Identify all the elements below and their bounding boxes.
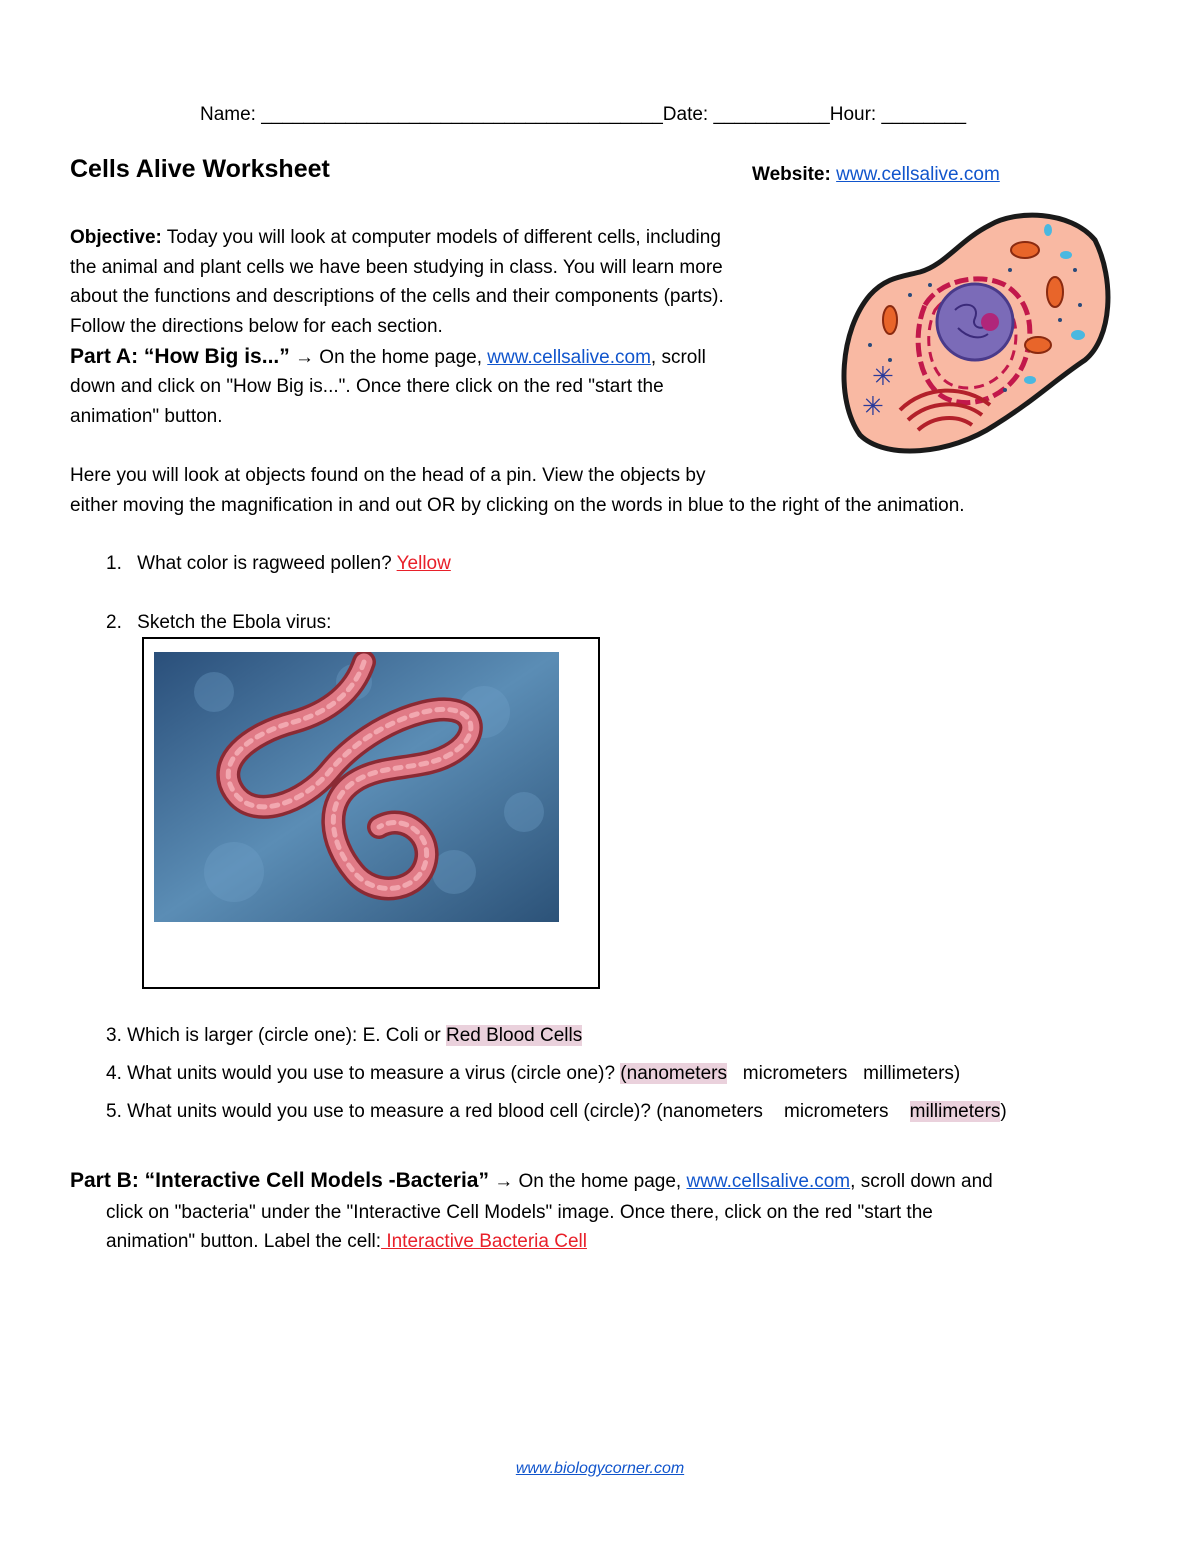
question-3-answer[interactable]: Red Blood Cells	[446, 1025, 583, 1046]
name-date-hour-row	[200, 104, 966, 126]
part-a-label: Part A: “How Big is...”	[70, 345, 290, 368]
part-a-arrow-text: → On the home page,	[289, 347, 488, 368]
date-blank[interactable]: ___________	[713, 104, 830, 125]
question-5-answer[interactable]: millimeters	[909, 1101, 1001, 1122]
website-row	[752, 164, 1000, 186]
objective-label: Objective:	[70, 227, 162, 248]
question-1-text: What color is ragweed pollen?	[137, 553, 397, 574]
question-5-rest: )	[1000, 1101, 1007, 1122]
animal-cell-illustration	[830, 210, 1112, 460]
website-label: Website:	[752, 164, 831, 185]
website-link[interactable]: www.cellsalive.com	[836, 164, 1000, 185]
question-5-text: 5. What units would you use to measure a red blood cell (circle)? (nanometers micrometers	[106, 1101, 910, 1122]
question-1-number: 1.	[106, 553, 122, 574]
objective-text-1: Today you will look at computer models of different cells, including	[161, 227, 721, 248]
part-a-line-1	[70, 346, 706, 369]
part-a-line-2: down and click on "How Big is...". Once there click on the red "start the	[70, 376, 664, 397]
question-2-number: 2.	[106, 612, 122, 633]
question-4	[106, 1063, 960, 1085]
objective-line-1	[70, 227, 721, 249]
hour-blank[interactable]: ________	[881, 104, 967, 125]
part-b-label: Part B: “Interactive Cell Models -Bacteria”	[70, 1169, 489, 1192]
part-b-link[interactable]: www.cellsalive.com	[686, 1171, 851, 1192]
question-1	[106, 553, 451, 575]
ebola-virus-image	[154, 652, 559, 922]
question-2-text: Sketch the Ebola virus:	[137, 612, 332, 633]
svg-text:✳: ✳	[862, 392, 884, 422]
part-b-line-3	[106, 1231, 587, 1253]
part-a-intro-2: either moving the magnification in and out OR by clicking on the words in blue to the right of the animation.	[70, 495, 965, 516]
question-3-text: 3. Which is larger (circle one): E. Coli or	[106, 1025, 446, 1046]
page-title: Cells Alive Worksheet	[70, 155, 330, 183]
question-4-answer[interactable]: (nanometers	[620, 1063, 727, 1084]
part-a-after-link: , scroll	[650, 347, 706, 368]
question-5	[106, 1101, 1007, 1123]
part-a-line-3: animation" button.	[70, 406, 223, 427]
name-label: Name:	[200, 104, 256, 125]
name-blank[interactable]: ______________________________________	[261, 104, 663, 125]
objective-line-4: Follow the directions below for each section.	[70, 316, 443, 337]
question-4-rest: micrometers millimeters)	[726, 1063, 961, 1084]
svg-text:✳: ✳	[872, 362, 894, 392]
part-b-line-1	[70, 1170, 993, 1193]
question-3	[106, 1025, 582, 1047]
question-4-text: 4. What units would you use to measure a virus (circle one)?	[106, 1063, 621, 1084]
question-1-answer[interactable]: Yellow	[396, 553, 451, 574]
part-a-link[interactable]: www.cellsalive.com	[487, 347, 651, 368]
part-b-answer[interactable]: Interactive Bacteria Cell	[381, 1231, 587, 1252]
part-b-line-2: click on "bacteria" under the "Interactive Cell Models" image. Once there, click on the red "start the	[106, 1202, 933, 1223]
part-b-arrow-text: → On the home page,	[488, 1171, 687, 1192]
part-a-intro-1: Here you will look at objects found on the head of a pin. View the objects by	[70, 465, 706, 486]
footer	[0, 1458, 1200, 1480]
part-b-after-link: , scroll down and	[850, 1171, 993, 1192]
date-label: Date:	[662, 104, 709, 125]
footer-link[interactable]: www.biologycorner.com	[515, 1460, 685, 1477]
part-b-line-3-text: animation" button. Label the cell:	[106, 1231, 382, 1252]
objective-line-2: the animal and plant cells we have been studying in class. You will learn more	[70, 257, 723, 278]
hour-label: Hour:	[829, 104, 877, 125]
question-2	[106, 612, 331, 634]
objective-line-3: about the functions and descriptions of the cells and their components (parts).	[70, 286, 724, 307]
